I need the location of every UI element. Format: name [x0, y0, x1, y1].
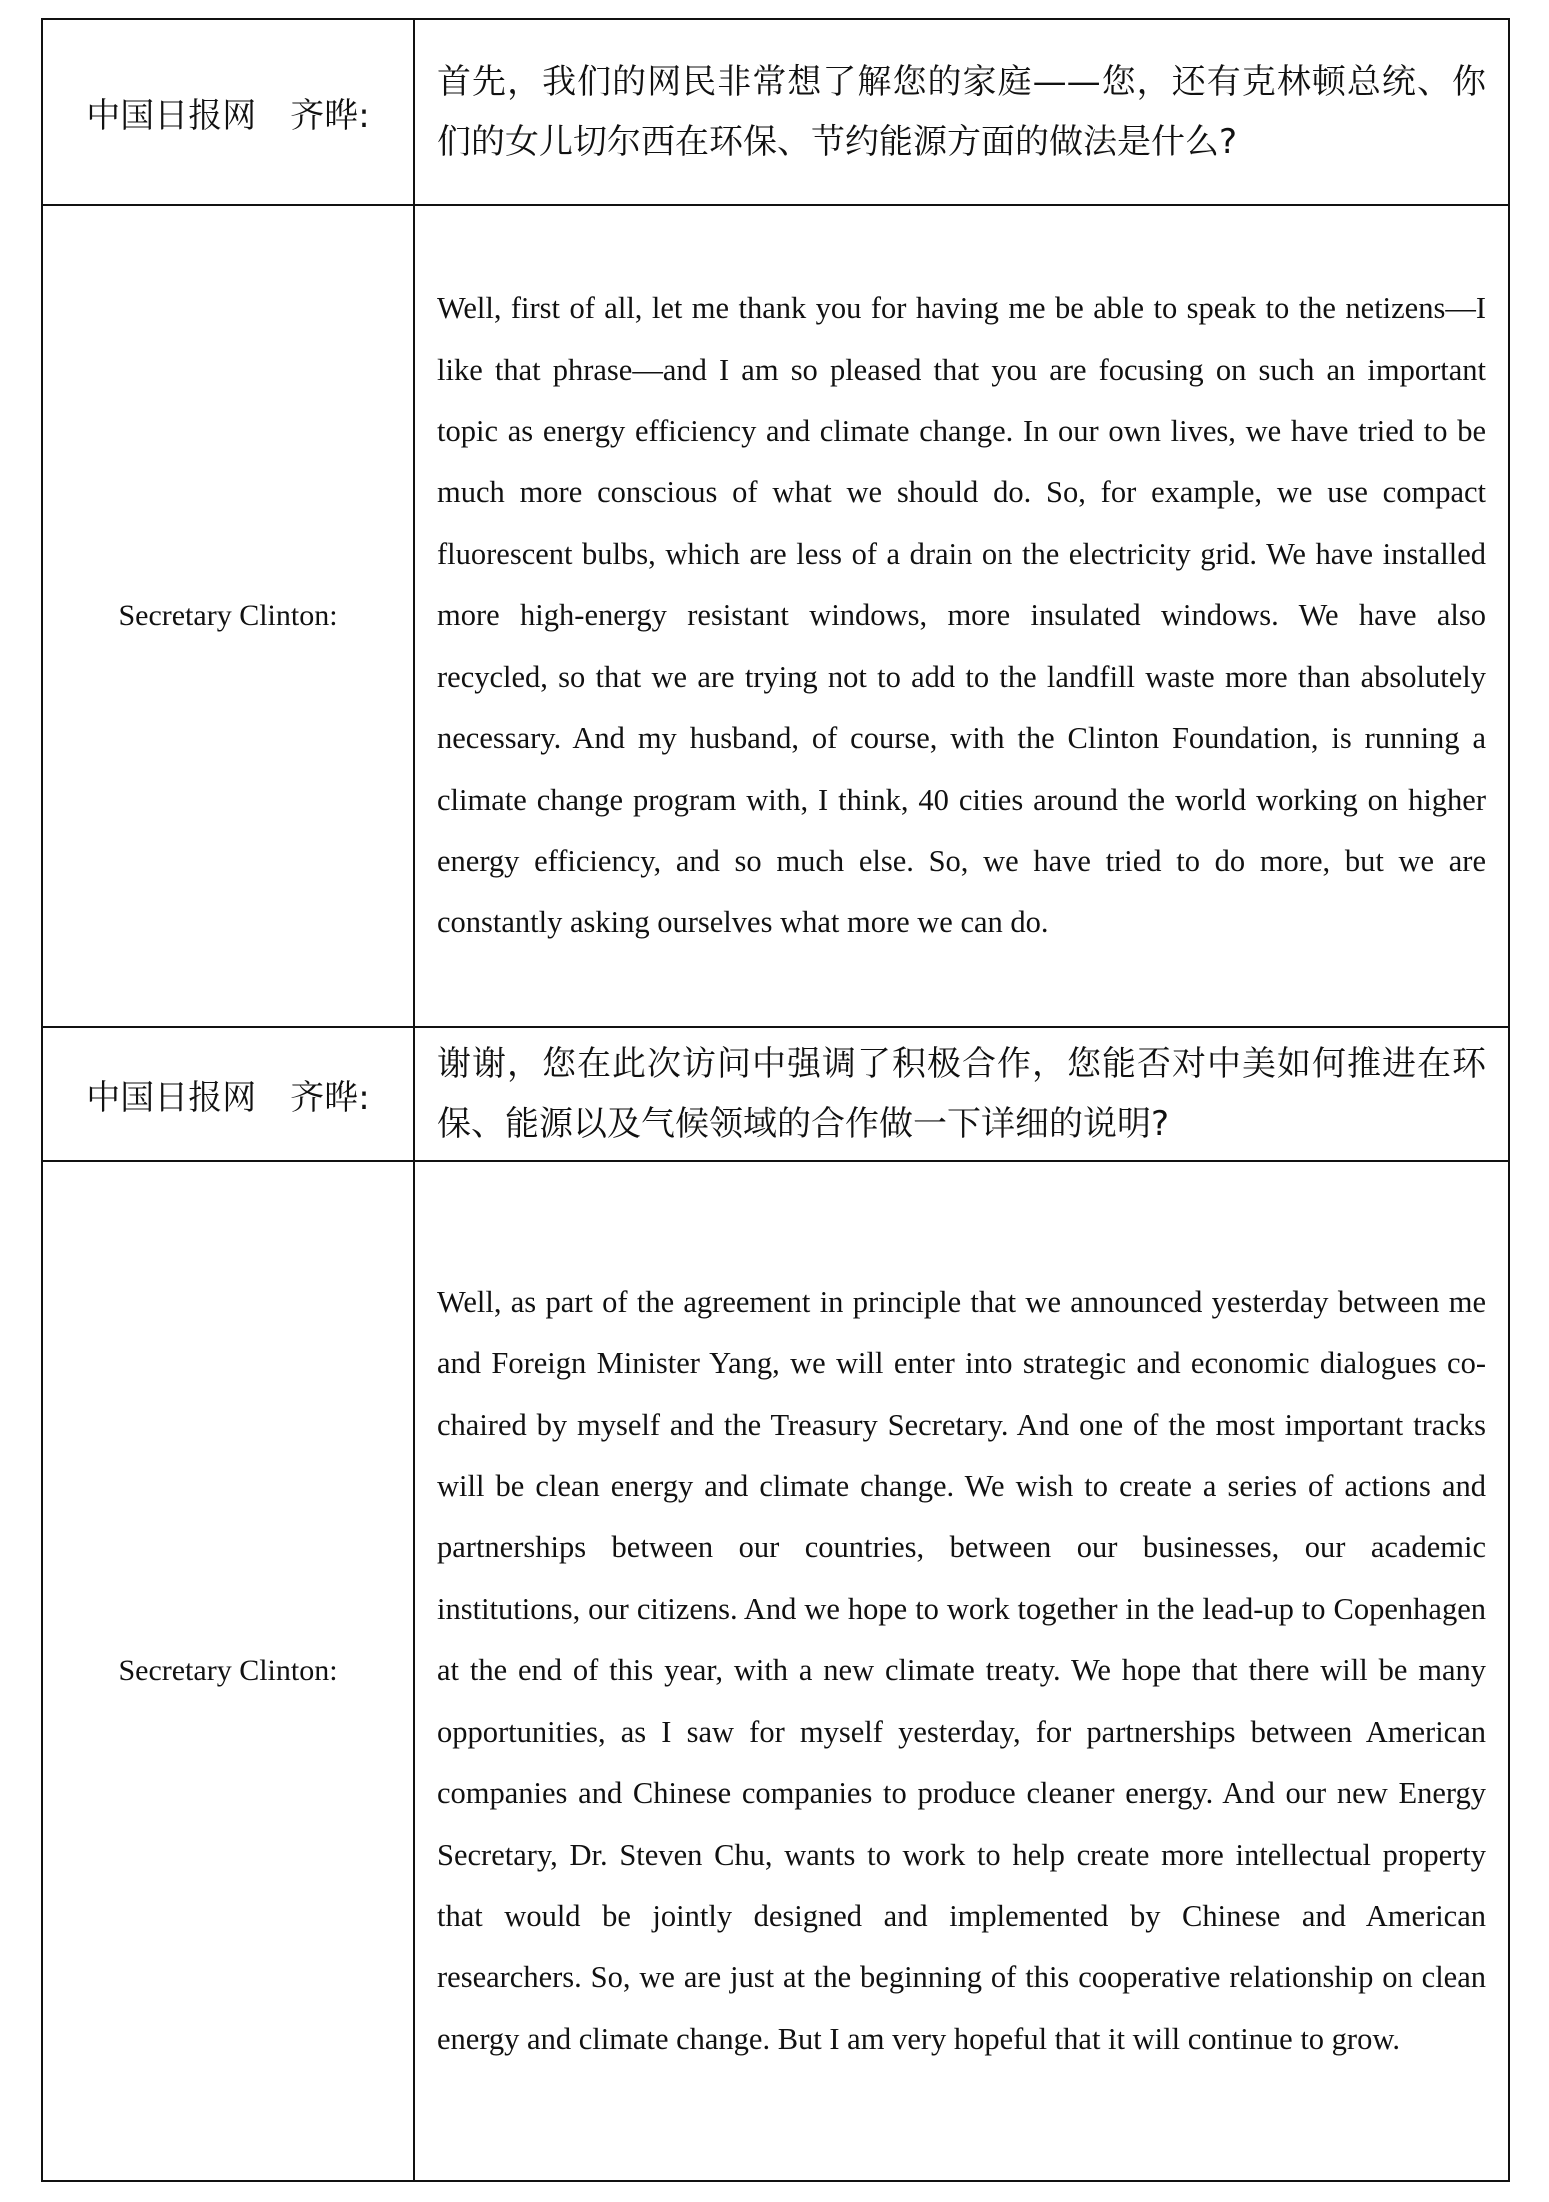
- speech-cell: [414, 1027, 1509, 1161]
- speaker-label: 中国日报网 齐晔:: [42, 1027, 414, 1161]
- answer-text: Well, first of all, let me thank you for having me be able to speak to the netizens—I like that phrase—and I am so pleased that you are focusing on such an important topic as energy efficiency and climate change. In our own lives, we have tried to be much more conscious of what we should do. So, for example, we use compact fluorescent bulbs, which are less of a drain on the electricity grid. We have installed more high-energy resistant windows, more insulated windows. We have also recycled, so that we are trying not to add to the landfill waste more than absolutely necessary. And my husband, of course, with the Clinton Foundation, is running a climate change program with, I think, 40 cities around the world working on higher energy efficiency, and so much else. So, we have tried to do more, but we are constantly asking ourselves what more we can do.: [437, 291, 1486, 940]
- interview-table: [41, 18, 1510, 2182]
- speech-cell: [414, 1161, 1509, 2181]
- table-row: [42, 205, 1509, 1027]
- question-text: 谢谢，您在此次访问中强调了积极合作，您能否对中美如何推进在环保、能源以及气候领域的合作做一下详细的说明?: [437, 1044, 1486, 1144]
- answer-text: Well, as part of the agreement in principle that we announced yesterday between me and Foreign Minister Yang, we will enter into strategic and economic dialogues co-chaired by myself and the Treasury Secretary. And one of the most important tracks will be clean energy and climate change. We wish to create a series of actions and partnerships between our countries, between our businesses, our academic institutions, our citizens. And we hope to work together in the lead-up to Copenhagen at the end of this year, with a new climate treaty. We hope that there will be many opportunities, as I saw for myself yesterday, for partnerships between American companies and Chinese companies to produce cleaner energy. And our new Energy Secretary, Dr. Steven Chu, wants to work to help create more intellectual property that would be jointly designed and implemented by Chinese and American researchers. So, we are just at the beginning of this cooperative relationship on clean energy and climate change. But I am very hopeful that it will continue to grow.: [437, 1284, 1486, 2056]
- question-text: 首先，我们的网民非常想了解您的家庭——您，还有克林顿总统、你们的女儿切尔西在环保、节约能源方面的做法是什么?: [437, 62, 1486, 162]
- table-row: [42, 19, 1509, 205]
- table-row: [42, 1027, 1509, 1161]
- speaker-label: Secretary Clinton:: [42, 1161, 414, 2181]
- speech-cell: [414, 205, 1509, 1027]
- speaker-label: 中国日报网 齐晔:: [42, 19, 414, 205]
- table-row: [42, 1161, 1509, 2181]
- speaker-label: Secretary Clinton:: [42, 205, 414, 1027]
- speech-cell: [414, 19, 1509, 205]
